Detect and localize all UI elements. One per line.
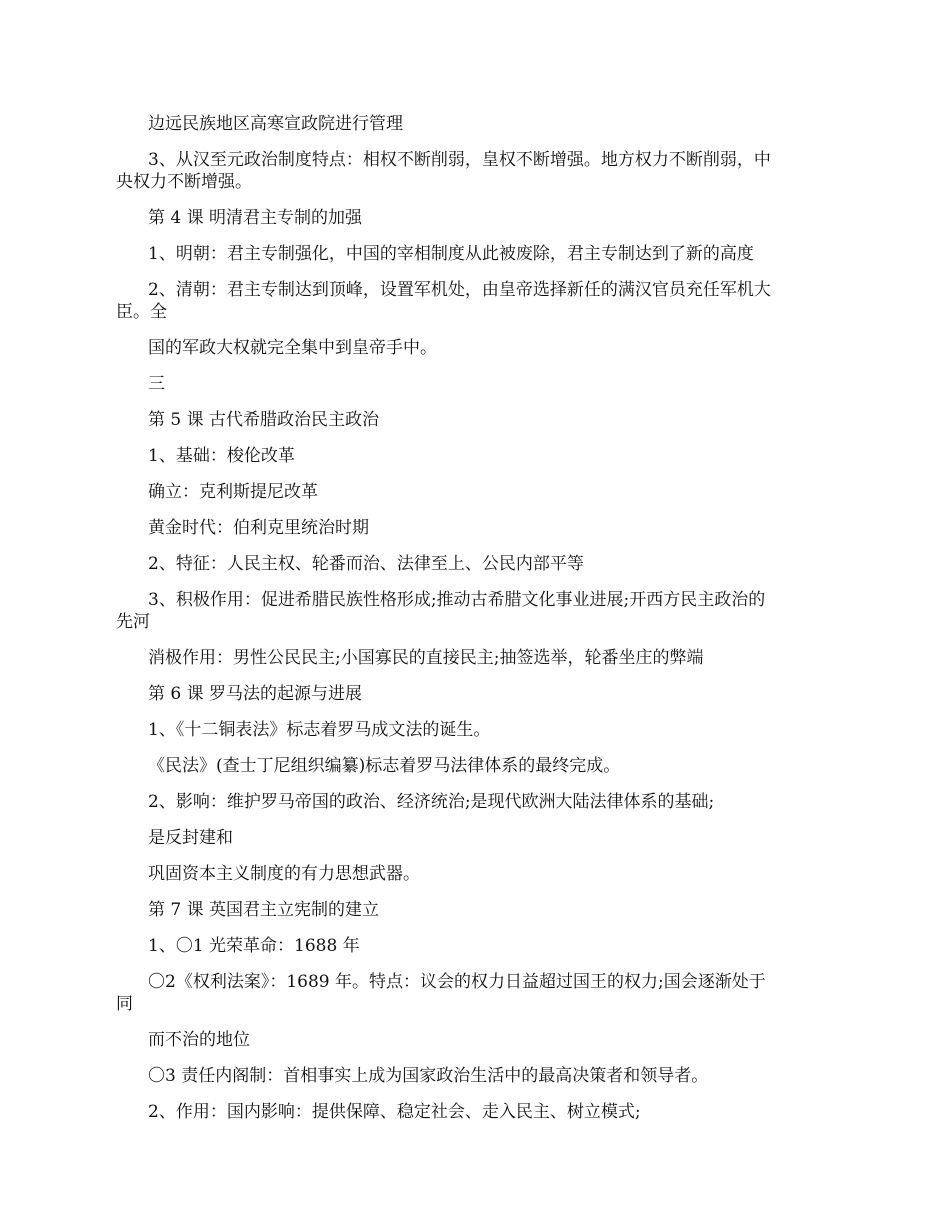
text-line: 消极作用：男性公民民主;小国寡民的直接民主;抽签选举，轮番坐庄的弊端 bbox=[148, 648, 704, 668]
text-line: 是反封建和 bbox=[148, 828, 233, 848]
text-line: 黄金时代：伯利克里统治时期 bbox=[148, 518, 369, 538]
text-line: 巩固资本主义制度的有力思想武器。 bbox=[148, 864, 420, 884]
text-line: 1、《十二铜表法》标志着罗马成文法的诞生。 bbox=[148, 720, 491, 740]
text-line: 〇2《权利法案》：1689 年。特点：议会的权力日益超过国王的权力;国会逐渐处于 bbox=[148, 972, 766, 992]
text-line: 先河 bbox=[116, 612, 150, 632]
text-line: 2、清朝：君主专制达到顶峰，设置军机处，由皇帝选择新任的满汉官员充任军机大 bbox=[148, 280, 771, 300]
section-heading: 第 6 课 罗马法的起源与进展 bbox=[148, 684, 363, 704]
text-line: 确立：克利斯提尼改革 bbox=[148, 482, 318, 502]
text-line: 国的军政大权就完全集中到皇帝手中。 bbox=[148, 338, 437, 358]
text-line: 〇3 责任内阁制：首相事实上成为国家政治生活中的最高决策者和领导者。 bbox=[148, 1066, 709, 1086]
section-heading: 第 5 课 古代希腊政治民主政治 bbox=[148, 410, 380, 430]
section-number: 三 bbox=[148, 374, 165, 394]
text-line: 1、基础：梭伦改革 bbox=[148, 446, 295, 466]
text-line: 1、明朝：君主专制强化，中国的宰相制度从此被废除，君主专制达到了新的高度 bbox=[148, 244, 754, 264]
text-line: 3、积极作用：促进希腊民族性格形成;推动古希腊文化事业进展;开西方民主政治的 bbox=[148, 590, 766, 610]
text-line: 1、〇1 光荣革命：1688 年 bbox=[148, 936, 360, 956]
text-line: 同 bbox=[116, 994, 133, 1014]
text-line: 臣。全 bbox=[116, 302, 167, 322]
text-line: 2、作用：国内影响：提供保障、稳定社会、走入民主、树立模式; bbox=[148, 1102, 641, 1122]
text-line: 2、影响：维护罗马帝国的政治、经济统治;是现代欧洲大陆法律体系的基础; bbox=[148, 792, 715, 812]
text-line: 《民法》(查士丁尼组织编纂)标志着罗马法律体系的最终完成。 bbox=[148, 756, 621, 776]
section-heading: 第 4 课 明清君主专制的加强 bbox=[148, 208, 363, 228]
text-line: 边远民族地区高寒宣政院进行管理 bbox=[148, 114, 403, 134]
text-line: 2、特征：人民主权、轮番而治、法律至上、公民内部平等 bbox=[148, 554, 584, 574]
text-line: 而不治的地位 bbox=[148, 1030, 250, 1050]
text-line: 央权力不断增强。 bbox=[116, 172, 252, 192]
section-heading: 第 7 课 英国君主立宪制的建立 bbox=[148, 900, 380, 920]
text-line: 3、从汉至元政治制度特点：相权不断削弱，皇权不断增强。地方权力不断削弱，中 bbox=[148, 150, 771, 170]
